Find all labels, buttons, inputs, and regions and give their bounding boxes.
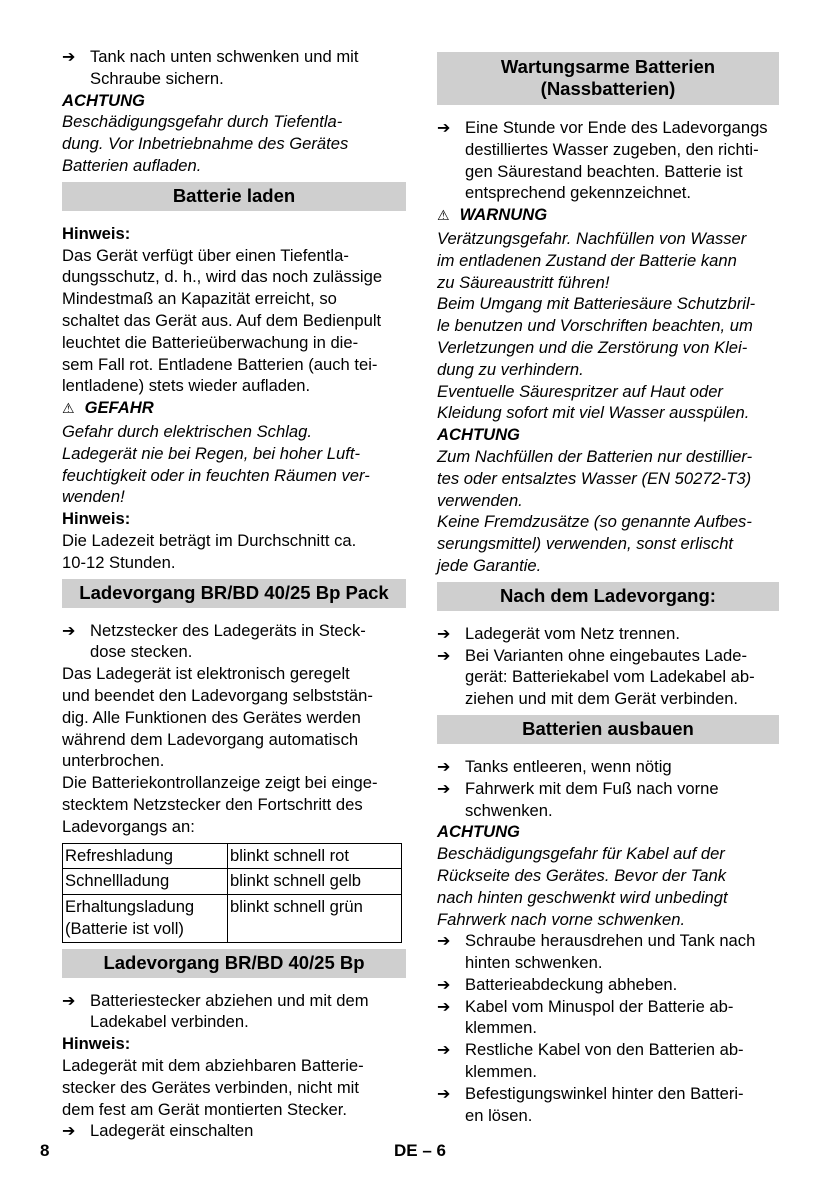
caution-block bbox=[437, 821, 779, 930]
note-line: Das Gerät verfügt über einen Tiefentla- bbox=[62, 245, 349, 265]
arrow-right-icon: ➔ bbox=[62, 990, 76, 1010]
caution-title: ACHTUNG bbox=[62, 90, 145, 110]
instruction-step bbox=[62, 46, 406, 90]
page-number: 8 bbox=[40, 1141, 50, 1160]
note-title: Hinweis: bbox=[62, 1034, 131, 1054]
instruction-step bbox=[62, 1120, 406, 1142]
instruction-step bbox=[437, 645, 779, 710]
warning-line: Verletzungen und die Zerstörung von Klei- bbox=[437, 337, 748, 357]
table-cell-state: Refreshladung bbox=[63, 843, 228, 869]
heading-line: (Nassbatterien) bbox=[540, 78, 676, 99]
table-cell-line: Erhaltungsladung bbox=[65, 897, 195, 917]
caution-line: Fahrwerk nach vorne schwenken. bbox=[437, 909, 686, 929]
warning-line: im entladenen Zustand der Batterie kann bbox=[437, 250, 737, 270]
arrow-right-icon: ➔ bbox=[437, 756, 451, 776]
note-title: Hinweis: bbox=[62, 223, 131, 243]
instruction-step bbox=[62, 990, 406, 1034]
section-heading-ladevorgang-pack: Ladevorgang BR/BD 40/25 Bp Pack bbox=[62, 579, 406, 608]
warning-line: zu Säureaustritt führen! bbox=[437, 272, 610, 292]
table-cell-state: Schnellladung bbox=[63, 869, 228, 895]
step-line: Eine Stunde vor Ende des Ladevorgangs bbox=[465, 118, 768, 137]
caution-block bbox=[62, 90, 406, 177]
danger-title: GEFAHR bbox=[84, 398, 154, 418]
arrow-right-icon: ➔ bbox=[437, 1040, 451, 1060]
warning-line: Eventuelle Säurespritzer auf Haut oder bbox=[437, 381, 723, 401]
instruction-step bbox=[437, 1039, 779, 1083]
caution-title: ACHTUNG bbox=[437, 822, 520, 842]
paragraph-line: Das Ladegerät ist elektronisch geregelt bbox=[62, 664, 350, 684]
danger-block bbox=[62, 397, 406, 508]
note-block bbox=[62, 1033, 406, 1120]
warning-triangle-icon: ⚠ bbox=[437, 208, 450, 225]
caution-line: Keine Fremdzusätze (so genannte Aufbes- bbox=[437, 512, 752, 532]
instruction-step bbox=[437, 756, 779, 778]
warning-line: le benutzen und Vorschriften beachten, um bbox=[437, 316, 753, 336]
caution-line: Rückseite des Gerätes. Bevor der Tank bbox=[437, 865, 726, 885]
note-line: dem fest am Gerät montierten Stecker. bbox=[62, 1099, 347, 1119]
table-row bbox=[63, 895, 402, 943]
table-row bbox=[63, 843, 402, 869]
step-line: klemmen. bbox=[465, 1062, 537, 1082]
step-line: hinten schwenken. bbox=[465, 953, 603, 973]
step-line: Ladegerät vom Netz trennen. bbox=[465, 623, 680, 643]
step-line: schwenken. bbox=[465, 800, 553, 820]
caution-line: Zum Nachfüllen der Batterien nur destillier- bbox=[437, 446, 753, 466]
instruction-step bbox=[437, 996, 779, 1040]
note-line: lentladene) stets wieder aufladen. bbox=[62, 376, 311, 396]
instruction-step bbox=[437, 930, 779, 974]
step-line: gen Säurestand beachten. Batterie ist bbox=[465, 161, 743, 181]
caution-line: verwenden. bbox=[437, 490, 523, 510]
caution-line: Batterien aufladen. bbox=[62, 155, 202, 175]
arrow-right-icon: ➔ bbox=[62, 47, 76, 66]
paragraph-line: Die Batteriekontrollanzeige zeigt bei einge- bbox=[62, 773, 378, 793]
step-line: gerät: Batteriekabel vom Ladekabel ab- bbox=[465, 667, 755, 687]
warning-title-row bbox=[437, 204, 779, 228]
note-block bbox=[62, 223, 406, 397]
table-cell-signal: blinkt schnell rot bbox=[228, 843, 402, 869]
step-line: Restliche Kabel von den Batterien ab- bbox=[465, 1040, 744, 1060]
instruction-step bbox=[437, 1083, 779, 1127]
arrow-right-icon: ➔ bbox=[437, 623, 451, 643]
note-line: Mindestmaß an Kapazität erreicht, so bbox=[62, 289, 337, 309]
caution-line: serungsmittel) verwenden, sonst erlischt bbox=[437, 534, 734, 554]
arrow-right-icon: ➔ bbox=[437, 931, 451, 951]
step-line: Kabel vom Minuspol der Batterie ab- bbox=[465, 996, 734, 1016]
arrow-right-icon: ➔ bbox=[62, 1121, 76, 1141]
language-page-label: DE – 6 bbox=[394, 1141, 446, 1160]
arrow-right-icon: ➔ bbox=[437, 778, 451, 798]
warning-triangle-icon: ⚠ bbox=[62, 401, 75, 418]
section-heading-ladevorgang-bp: Ladevorgang BR/BD 40/25 Bp bbox=[62, 949, 406, 978]
paragraph-line: Ladevorgangs an: bbox=[62, 816, 195, 836]
section-heading-batterie-laden: Batterie laden bbox=[62, 182, 406, 211]
step-line: Netzstecker des Ladegeräts in Steck- bbox=[90, 620, 366, 640]
arrow-right-icon: ➔ bbox=[62, 620, 76, 640]
note-line: dungsschutz, d. h., wird das noch zulässige bbox=[62, 267, 383, 287]
note-line: leuchtet die Batterieüberwachung in die- bbox=[62, 332, 359, 352]
step-line: dose stecken. bbox=[90, 642, 193, 662]
paragraph-line: und beendet den Ladevorgang selbststän- bbox=[62, 685, 373, 705]
paragraph-line: unterbrochen. bbox=[62, 751, 165, 771]
arrow-right-icon: ➔ bbox=[437, 1083, 451, 1103]
danger-line: feuchtigkeit oder in feuchten Räumen ver- bbox=[62, 465, 370, 485]
warning-line: Beim Umgang mit Batteriesäure Schutzbril- bbox=[437, 294, 756, 314]
paragraph bbox=[62, 663, 406, 837]
warning-line: Verätzungsgefahr. Nachfüllen von Wasser bbox=[437, 228, 747, 248]
note-line: schaltet das Gerät aus. Auf dem Bedienpult bbox=[62, 310, 382, 330]
step-line: klemmen. bbox=[465, 1018, 537, 1038]
instruction-step bbox=[437, 974, 779, 996]
step-line: Bei Varianten ohne eingebautes Lade- bbox=[465, 645, 748, 665]
charge-indicator-table bbox=[62, 843, 402, 943]
step-line: entsprechend gekennzeichnet. bbox=[465, 183, 692, 203]
step-line: Tank nach unten schwenken und mit bbox=[90, 47, 359, 66]
table-cell-line: (Batterie ist voll) bbox=[65, 918, 184, 938]
step-line: Schraube herausdrehen und Tank nach bbox=[465, 931, 756, 951]
arrow-right-icon: ➔ bbox=[437, 974, 451, 994]
danger-line: Gefahr durch elektrischen Schlag. bbox=[62, 421, 312, 441]
warning-line: Kleidung sofort mit viel Wasser ausspülen. bbox=[437, 403, 750, 423]
note-line: stecker des Gerätes verbinden, nicht mit bbox=[62, 1077, 359, 1097]
paragraph-line: stecktem Netzstecker den Fortschritt des bbox=[62, 794, 363, 814]
caution-line: Beschädigungsgefahr durch Tiefentla- bbox=[62, 112, 343, 132]
caution-block bbox=[437, 424, 779, 577]
caution-title: ACHTUNG bbox=[437, 425, 520, 445]
note-line: Die Ladezeit beträgt im Durchschnitt ca. bbox=[62, 530, 357, 550]
heading-line: Wartungsarme Batterien bbox=[500, 56, 716, 77]
step-line: destilliertes Wasser zugeben, den richti- bbox=[465, 139, 759, 159]
step-line: Schraube sichern. bbox=[90, 68, 224, 88]
paragraph-line: während dem Ladevorgang automatisch bbox=[62, 729, 359, 749]
instruction-step bbox=[62, 620, 406, 664]
arrow-right-icon: ➔ bbox=[437, 645, 451, 665]
warning-block bbox=[437, 204, 779, 424]
danger-title-row bbox=[62, 397, 406, 421]
note-line: Ladegerät mit dem abziehbaren Batterie- bbox=[62, 1056, 364, 1076]
arrow-right-icon: ➔ bbox=[437, 996, 451, 1016]
table-cell-state bbox=[63, 895, 228, 943]
caution-line: jede Garantie. bbox=[437, 555, 542, 575]
note-line: sem Fall rot. Entladene Batterien (auch tei- bbox=[62, 354, 378, 374]
table-cell-signal: blinkt schnell gelb bbox=[228, 869, 402, 895]
instruction-step bbox=[437, 117, 779, 204]
step-line: Ladekabel verbinden. bbox=[90, 1012, 249, 1032]
caution-line: Beschädigungsgefahr für Kabel auf der bbox=[437, 844, 725, 864]
step-line: Ladegerät einschalten bbox=[90, 1121, 254, 1141]
left-column bbox=[62, 46, 406, 1142]
caution-line: tes oder entsalztes Wasser (EN 50272-T3) bbox=[437, 468, 752, 488]
caution-line: nach hinten geschwenkt wird unbedingt bbox=[437, 887, 728, 907]
arrow-right-icon: ➔ bbox=[437, 118, 451, 137]
step-line: en lösen. bbox=[465, 1105, 533, 1125]
section-heading-batterien-ausbauen: Batterien ausbauen bbox=[437, 715, 779, 744]
step-line: Befestigungswinkel hinter den Batteri- bbox=[465, 1083, 744, 1103]
caution-line: dung. Vor Inbetriebnahme des Gerätes bbox=[62, 134, 349, 154]
warning-line: dung zu verhindern. bbox=[437, 359, 584, 379]
table-cell-signal: blinkt schnell grün bbox=[228, 895, 402, 943]
right-column bbox=[437, 46, 779, 1126]
danger-line: Ladegerät nie bei Regen, bei hoher Luft- bbox=[62, 443, 360, 463]
step-line: ziehen und mit dem Gerät verbinden. bbox=[465, 689, 739, 709]
step-line: Tanks entleeren, wenn nötig bbox=[465, 756, 672, 776]
instruction-step bbox=[437, 778, 779, 822]
step-line: Batterieabdeckung abheben. bbox=[465, 974, 678, 994]
section-heading-wartungsarme-batterien bbox=[437, 52, 779, 105]
danger-line: wenden! bbox=[62, 487, 125, 507]
note-block bbox=[62, 508, 406, 573]
table-row bbox=[63, 869, 402, 895]
note-line: 10-12 Stunden. bbox=[62, 552, 176, 572]
instruction-step bbox=[437, 623, 779, 645]
step-line: Batteriestecker abziehen und mit dem bbox=[90, 990, 369, 1010]
warning-title: WARNUNG bbox=[459, 205, 548, 225]
note-title: Hinweis: bbox=[62, 509, 131, 529]
step-line: Fahrwerk mit dem Fuß nach vorne bbox=[465, 778, 719, 798]
paragraph-line: dig. Alle Funktionen des Gerätes werden bbox=[62, 707, 361, 727]
section-heading-nach-dem-ladevorgang: Nach dem Ladevorgang: bbox=[437, 582, 779, 611]
